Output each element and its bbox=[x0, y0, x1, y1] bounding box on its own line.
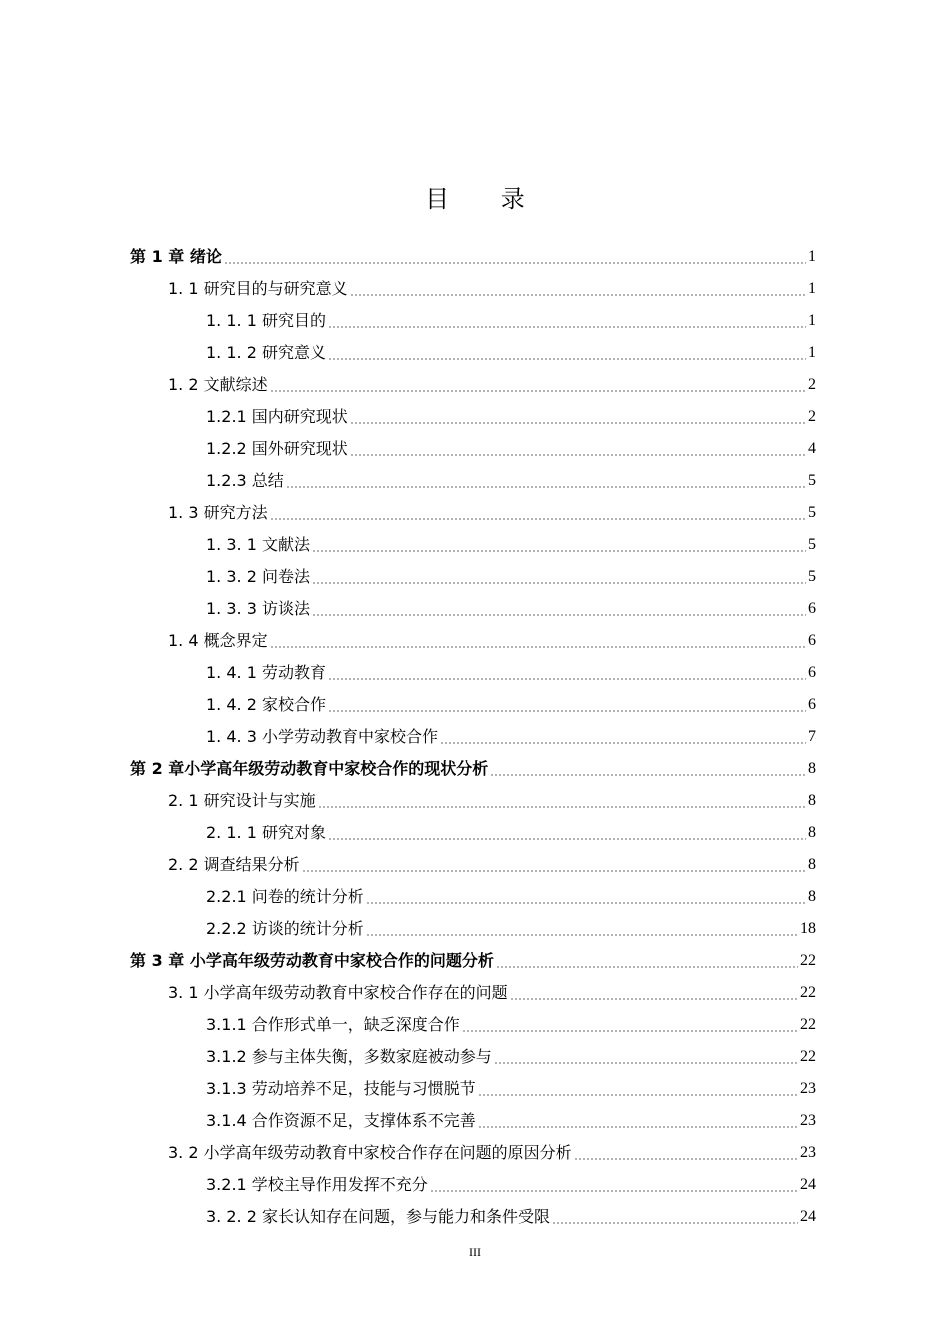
toc-entry[interactable] bbox=[130, 401, 816, 433]
toc-entry[interactable] bbox=[130, 497, 816, 529]
toc-entry-label: 3. 2 小学高年级劳动教育中家校合作存在问题的原因分析 bbox=[168, 1143, 572, 1162]
toc-entry-label: 1. 1. 2 研究意义 bbox=[206, 343, 326, 362]
dot-leader bbox=[328, 710, 806, 712]
toc-entry-page: 7 bbox=[808, 728, 816, 745]
dot-leader bbox=[302, 870, 806, 872]
toc-entry[interactable] bbox=[130, 1105, 816, 1137]
toc-entry-label: 3.1.4 合作资源不足，支撑体系不完善 bbox=[206, 1111, 476, 1130]
toc-entry-label: 1. 2 文献综述 bbox=[168, 375, 268, 394]
toc-entry-page: 6 bbox=[808, 632, 816, 649]
toc-entry-label: 第 1 章 绪论 bbox=[130, 247, 222, 266]
toc-entry-page: 6 bbox=[808, 664, 816, 681]
toc-entry[interactable] bbox=[130, 1201, 816, 1233]
toc-entry-label: 3.1.3 劳动培养不足，技能与习惯脱节 bbox=[206, 1079, 476, 1098]
dot-leader bbox=[574, 1158, 798, 1160]
toc-entry[interactable] bbox=[130, 945, 816, 977]
toc-entry-label: 3. 1 小学高年级劳动教育中家校合作存在的问题 bbox=[168, 983, 508, 1002]
toc-entry[interactable] bbox=[130, 305, 816, 337]
toc-entry-label: 1. 4. 2 家校合作 bbox=[206, 695, 326, 714]
toc-entry-label: 1.2.1 国内研究现状 bbox=[206, 407, 348, 426]
toc-entry-label: 2.2.2 访谈的统计分析 bbox=[206, 919, 364, 938]
toc-entry-page: 24 bbox=[800, 1208, 816, 1225]
dot-leader bbox=[440, 742, 806, 744]
toc-entry[interactable] bbox=[130, 817, 816, 849]
toc-entry[interactable] bbox=[130, 465, 816, 497]
toc-entry[interactable] bbox=[130, 657, 816, 689]
toc-entry[interactable] bbox=[130, 241, 816, 273]
dot-leader bbox=[350, 454, 806, 456]
toc-entry-label: 1. 3 研究方法 bbox=[168, 503, 268, 522]
toc-entry-label: 1.2.3 总结 bbox=[206, 471, 284, 490]
toc-entry-page: 5 bbox=[808, 472, 816, 489]
toc-entry-label: 3.2.1 学校主导作用发挥不充分 bbox=[206, 1175, 428, 1194]
toc-entry-page: 4 bbox=[808, 440, 816, 457]
toc-entry[interactable] bbox=[130, 1041, 816, 1073]
dot-leader bbox=[478, 1126, 798, 1128]
dot-leader bbox=[270, 390, 806, 392]
toc-entry-label: 1. 1 研究目的与研究意义 bbox=[168, 279, 348, 298]
toc-entry-page: 24 bbox=[800, 1176, 816, 1193]
toc-entry-label: 1. 1. 1 研究目的 bbox=[206, 311, 326, 330]
toc-entry[interactable] bbox=[130, 593, 816, 625]
toc-entry-label: 1. 3. 3 访谈法 bbox=[206, 599, 310, 618]
toc-entry[interactable] bbox=[130, 625, 816, 657]
toc-entry-page: 2 bbox=[808, 408, 816, 425]
toc-entry-page: 5 bbox=[808, 504, 816, 521]
toc-entry-page: 18 bbox=[800, 920, 816, 937]
dot-leader bbox=[318, 806, 806, 808]
toc-entry[interactable] bbox=[130, 1137, 816, 1169]
toc-entry-page: 22 bbox=[800, 984, 816, 1001]
toc-entry-label: 2. 2 调查结果分析 bbox=[168, 855, 300, 874]
toc-entry-page: 22 bbox=[800, 952, 816, 969]
toc-entry[interactable] bbox=[130, 849, 816, 881]
toc-entry-label: 1. 3. 1 文献法 bbox=[206, 535, 310, 554]
toc-entry-page: 23 bbox=[800, 1112, 816, 1129]
toc-entry[interactable] bbox=[130, 1009, 816, 1041]
toc-entry[interactable] bbox=[130, 785, 816, 817]
toc-entry-label: 第 3 章 小学高年级劳动教育中家校合作的问题分析 bbox=[130, 951, 494, 970]
toc-entry[interactable] bbox=[130, 561, 816, 593]
toc-entry-page: 5 bbox=[808, 568, 816, 585]
dot-leader bbox=[312, 582, 806, 584]
toc-entry-label: 2. 1 研究设计与实施 bbox=[168, 791, 316, 810]
toc-entry-label: 2. 1. 1 研究对象 bbox=[206, 823, 326, 842]
toc-entry-page: 8 bbox=[808, 760, 816, 777]
toc-entry[interactable] bbox=[130, 721, 816, 753]
toc-entry-page: 22 bbox=[800, 1048, 816, 1065]
toc-entry[interactable] bbox=[130, 977, 816, 1009]
toc-entry-page: 8 bbox=[808, 824, 816, 841]
toc-entry-page: 1 bbox=[808, 248, 816, 265]
toc-entry-page: 2 bbox=[808, 376, 816, 393]
toc-entry[interactable] bbox=[130, 273, 816, 305]
table-of-contents bbox=[130, 241, 816, 1233]
page-number-footer: III bbox=[469, 1245, 481, 1259]
toc-entry-page: 22 bbox=[800, 1016, 816, 1033]
toc-entry-label: 3.1.1 合作形式单一，缺乏深度合作 bbox=[206, 1015, 460, 1034]
toc-entry[interactable] bbox=[130, 753, 816, 785]
dot-leader bbox=[350, 422, 806, 424]
toc-entry-label: 1. 4. 3 小学劳动教育中家校合作 bbox=[206, 727, 438, 746]
toc-entry-label: 第 2 章小学高年级劳动教育中家校合作的现状分析 bbox=[130, 759, 489, 778]
toc-entry-label: 1. 3. 2 问卷法 bbox=[206, 567, 310, 586]
dot-leader bbox=[328, 678, 806, 680]
dot-leader bbox=[270, 518, 806, 520]
toc-entry-page: 1 bbox=[808, 312, 816, 329]
toc-entry-page: 8 bbox=[808, 856, 816, 873]
toc-entry-label: 1. 4. 1 劳动教育 bbox=[206, 663, 326, 682]
toc-entry[interactable] bbox=[130, 369, 816, 401]
toc-entry-page: 23 bbox=[800, 1144, 816, 1161]
dot-leader bbox=[328, 358, 806, 360]
toc-entry[interactable] bbox=[130, 433, 816, 465]
dot-leader bbox=[312, 550, 806, 552]
toc-entry-label: 1.2.2 国外研究现状 bbox=[206, 439, 348, 458]
toc-entry-label: 3.1.2 参与主体失衡，多数家庭被动参与 bbox=[206, 1047, 492, 1066]
toc-entry[interactable] bbox=[130, 689, 816, 721]
dot-leader bbox=[366, 934, 798, 936]
dot-leader bbox=[462, 1030, 798, 1032]
toc-entry-page: 1 bbox=[808, 280, 816, 297]
toc-entry-page: 8 bbox=[808, 792, 816, 809]
toc-entry[interactable] bbox=[130, 913, 816, 945]
dot-leader bbox=[490, 774, 806, 776]
dot-leader bbox=[328, 326, 806, 328]
dot-leader bbox=[552, 1222, 798, 1224]
toc-entry-label: 2.2.1 问卷的统计分析 bbox=[206, 887, 364, 906]
dot-leader bbox=[496, 966, 798, 968]
dot-leader bbox=[366, 902, 806, 904]
dot-leader bbox=[312, 614, 806, 616]
dot-leader bbox=[270, 646, 806, 648]
toc-title: 目 录 bbox=[425, 185, 547, 213]
toc-entry[interactable] bbox=[130, 529, 816, 561]
toc-entry-page: 5 bbox=[808, 536, 816, 553]
dot-leader bbox=[494, 1062, 798, 1064]
toc-entry-page: 23 bbox=[800, 1080, 816, 1097]
toc-entry-page: 1 bbox=[808, 344, 816, 361]
toc-entry[interactable] bbox=[130, 881, 816, 913]
dot-leader bbox=[510, 998, 798, 1000]
toc-entry-page: 6 bbox=[808, 696, 816, 713]
toc-entry[interactable] bbox=[130, 1073, 816, 1105]
dot-leader bbox=[430, 1190, 798, 1192]
toc-entry-page: 8 bbox=[808, 888, 816, 905]
toc-entry[interactable] bbox=[130, 337, 816, 369]
toc-entry-page: 6 bbox=[808, 600, 816, 617]
dot-leader bbox=[224, 262, 806, 264]
dot-leader bbox=[328, 838, 806, 840]
toc-entry-label: 1. 4 概念界定 bbox=[168, 631, 268, 650]
toc-entry[interactable] bbox=[130, 1169, 816, 1201]
dot-leader bbox=[350, 294, 806, 296]
toc-entry-label: 3. 2. 2 家长认知存在问题，参与能力和条件受限 bbox=[206, 1207, 550, 1226]
dot-leader bbox=[286, 486, 806, 488]
dot-leader bbox=[478, 1094, 798, 1096]
